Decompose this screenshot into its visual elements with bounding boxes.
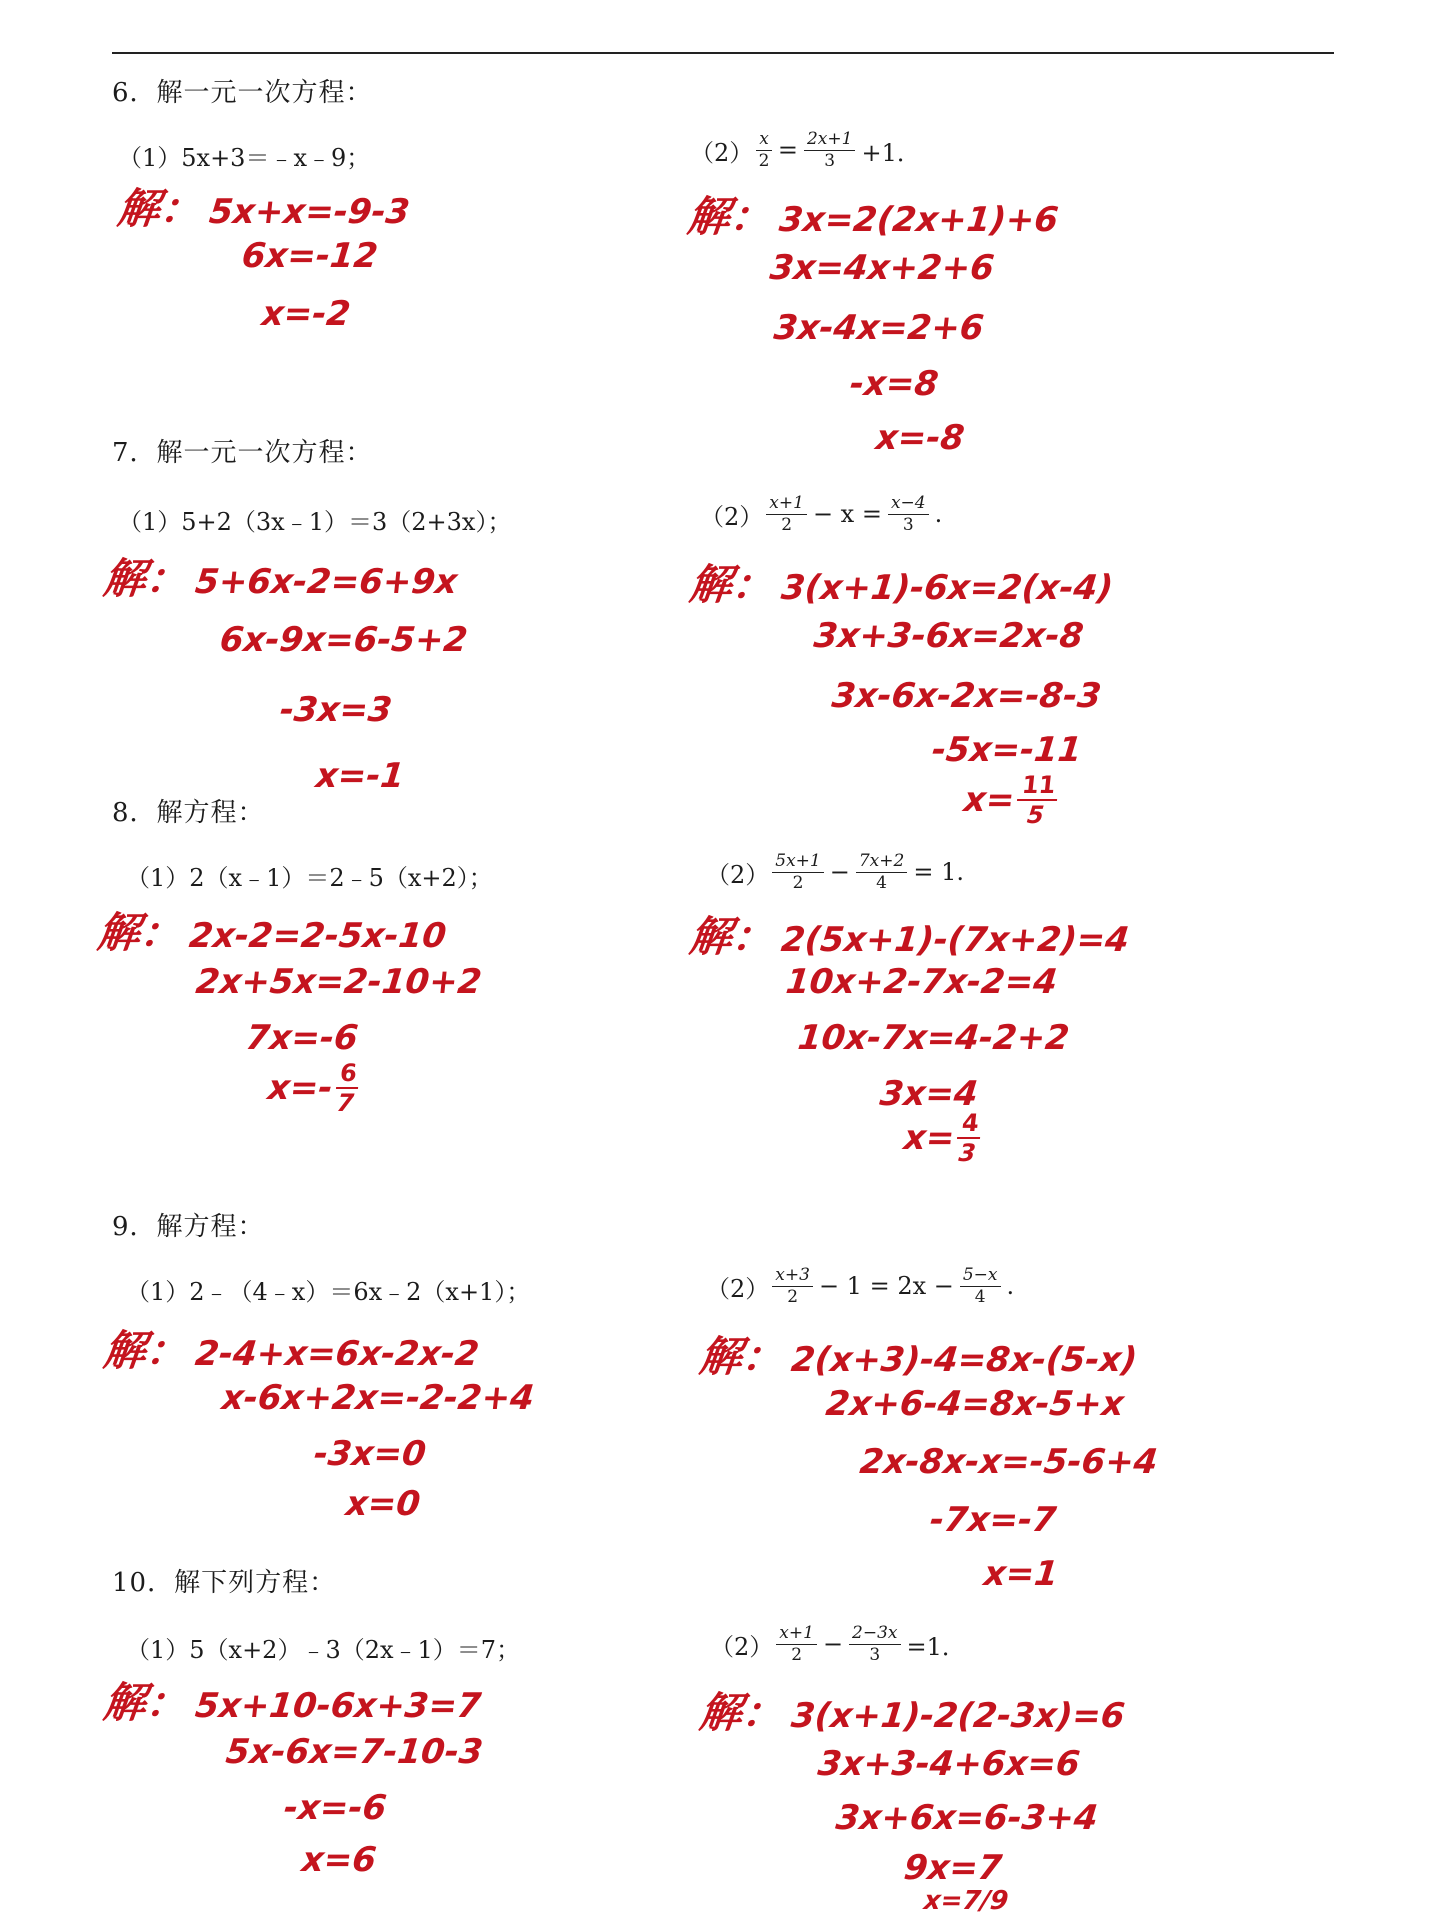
solve-label: 解：	[687, 912, 777, 961]
problem-statement: （2） $\frac{x+3}{2}$ − 1 = 2x − $\frac{5-x}{4}$ .	[706, 1265, 1015, 1307]
solve-label: 解：	[101, 1678, 191, 1727]
handwritten-step: 10x+2-7x-2=4	[783, 962, 1060, 1002]
handwritten-step: -3x=0	[311, 1434, 428, 1474]
fraction: $\frac{x+3}{2}$	[772, 1266, 813, 1306]
fraction: $\frac{7x+2}{4}$	[856, 852, 907, 892]
section-heading: 7．解一元一次方程：	[112, 438, 373, 468]
handwritten-step: -5x=-11	[929, 730, 1084, 770]
solve-label: 解：	[101, 1326, 191, 1375]
solve-label: 解：	[101, 554, 191, 603]
fraction: $\frac{4}{3}$	[954, 1110, 983, 1167]
handwritten-step: 解：2x-2=2-5x-10	[95, 908, 449, 957]
handwritten-step: -x=-6	[281, 1788, 389, 1828]
problem-statement: （1）5x+3＝﹣x﹣9；	[118, 144, 371, 172]
problem-statement: （2） $\frac{5x+1}{2}$ − $\frac{7x+2}{4}$ = 1.	[706, 851, 964, 893]
handwritten-step: -x=8	[847, 364, 941, 404]
handwritten-step: 7x=-6	[243, 1018, 360, 1058]
solve-label: 解：	[697, 1688, 787, 1737]
handwritten-step: x-6x+2x=-2-2+4	[219, 1378, 536, 1418]
fraction: $\frac{x-4}{3}$	[888, 494, 929, 534]
fraction: $\frac{2-3x}{3}$	[849, 1624, 900, 1664]
fraction: $\frac{x}{2}$	[756, 130, 772, 170]
fraction: $\frac{x+1}{2}$	[776, 1624, 817, 1664]
section-heading: 9．解方程：	[112, 1212, 265, 1242]
problem-statement: （1）5+2（3x﹣1）＝3（2+3x）；	[118, 508, 512, 536]
handwritten-step: x=-1	[313, 756, 407, 796]
handwritten-step: 解：3(x+1)-2(2-3x)=6	[697, 1688, 1127, 1737]
solve-label: 解：	[697, 1332, 787, 1381]
handwritten-step: 解：5x+x=-9-3	[115, 184, 412, 233]
solve-label: 解：	[685, 192, 775, 241]
section-heading: 10．解下列方程：	[112, 1568, 337, 1598]
fraction: $\frac{11}{5}$	[1014, 772, 1059, 829]
fraction: $\frac{5x+1}{2}$	[772, 852, 823, 892]
handwritten-step: x= $\frac{4}{3}$	[901, 1110, 986, 1167]
problem-statement: （1）2（x﹣1）＝2﹣5（x+2）；	[126, 864, 493, 892]
handwritten-step: 3x-4x=2+6	[771, 308, 986, 348]
handwritten-step: 6x-9x=6-5+2	[217, 620, 470, 660]
handwritten-step: 解：3(x+1)-6x=2(x-4)	[687, 560, 1115, 609]
handwritten-step: x=6	[299, 1840, 379, 1880]
fraction: $\frac{2x+1}{3}$	[804, 130, 855, 170]
handwritten-step: 10x-7x=4-2+2	[795, 1018, 1072, 1058]
problem-statement: （2） $\frac{x+1}{2}$ − x = $\frac{x-4}{3}$ .	[700, 493, 943, 535]
handwritten-step: x=1	[981, 1554, 1061, 1594]
handwritten-step: x=-8	[873, 418, 967, 458]
handwritten-step: -7x=-7	[927, 1500, 1059, 1540]
problem-statement: （1）2﹣（4﹣x）＝6x﹣2（x+1）；	[126, 1278, 531, 1306]
solve-label: 解：	[95, 908, 185, 957]
problem-statement: （2） $\frac{x}{2}$ = $\frac{2x+1}{3}$ +1．	[690, 129, 921, 171]
handwritten-step: 3x=4	[877, 1074, 980, 1114]
handwritten-step: x=0	[343, 1484, 423, 1524]
handwritten-step: 3x+3-4+6x=6	[815, 1744, 1082, 1784]
handwritten-step: 解：2-4+x=6x-2x-2	[101, 1326, 481, 1375]
section-heading: 8．解方程：	[112, 798, 265, 828]
handwritten-step: 解：5+6x-2=6+9x	[101, 554, 460, 603]
solve-label: 解：	[687, 560, 777, 609]
section-heading: 6．解一元一次方程：	[112, 78, 373, 108]
handwritten-step: 3x+3-6x=2x-8	[811, 616, 1086, 656]
fraction: $\frac{x+1}{2}$	[766, 494, 807, 534]
handwritten-step: 解：5x+10-6x+3=7	[101, 1678, 483, 1727]
handwritten-step: 5x-6x=7-10-3	[223, 1732, 485, 1772]
handwritten-step: x= $\frac{11}{5}$	[961, 772, 1063, 829]
handwritten-step: x=-2	[259, 294, 353, 334]
fraction: $\frac{5-x}{4}$	[960, 1266, 1001, 1306]
handwritten-step: 解：3x=2(2x+1)+6	[685, 192, 1061, 241]
handwritten-step: x=7/9	[922, 1886, 1010, 1916]
top-rule	[112, 52, 1334, 54]
fraction: $\frac{6}{7}$	[333, 1060, 362, 1117]
handwritten-step: -3x=3	[277, 690, 394, 730]
handwritten-step: 9x=7	[901, 1848, 1004, 1888]
handwritten-step: 3x=4x+2+6	[767, 248, 997, 288]
handwritten-step: 6x=-12	[239, 236, 380, 276]
handwritten-step: 解：2(5x+1)-(7x+2)=4	[687, 912, 1132, 961]
handwritten-step: 2x+6-4=8x-5+x	[823, 1384, 1126, 1424]
handwritten-step: 2x+5x=2-10+2	[193, 962, 484, 1002]
handwritten-step: 3x+6x=6-3+4	[833, 1798, 1100, 1838]
solve-label: 解：	[115, 184, 205, 233]
handwritten-step: 3x-6x-2x=-8-3	[829, 676, 1104, 716]
handwritten-step: 2x-8x-x=-5-6+4	[857, 1442, 1160, 1482]
problem-statement: （1）5（x+2）﹣3（2x﹣1）＝7；	[126, 1636, 521, 1664]
problem-statement: （2） $\frac{x+1}{2}$ − $\frac{2-3x}{3}$ =1．	[710, 1623, 966, 1665]
handwritten-step: 解：2(x+3)-4=8x-(5-x)	[697, 1332, 1140, 1381]
handwritten-step: x=- $\frac{6}{7}$	[265, 1060, 364, 1117]
